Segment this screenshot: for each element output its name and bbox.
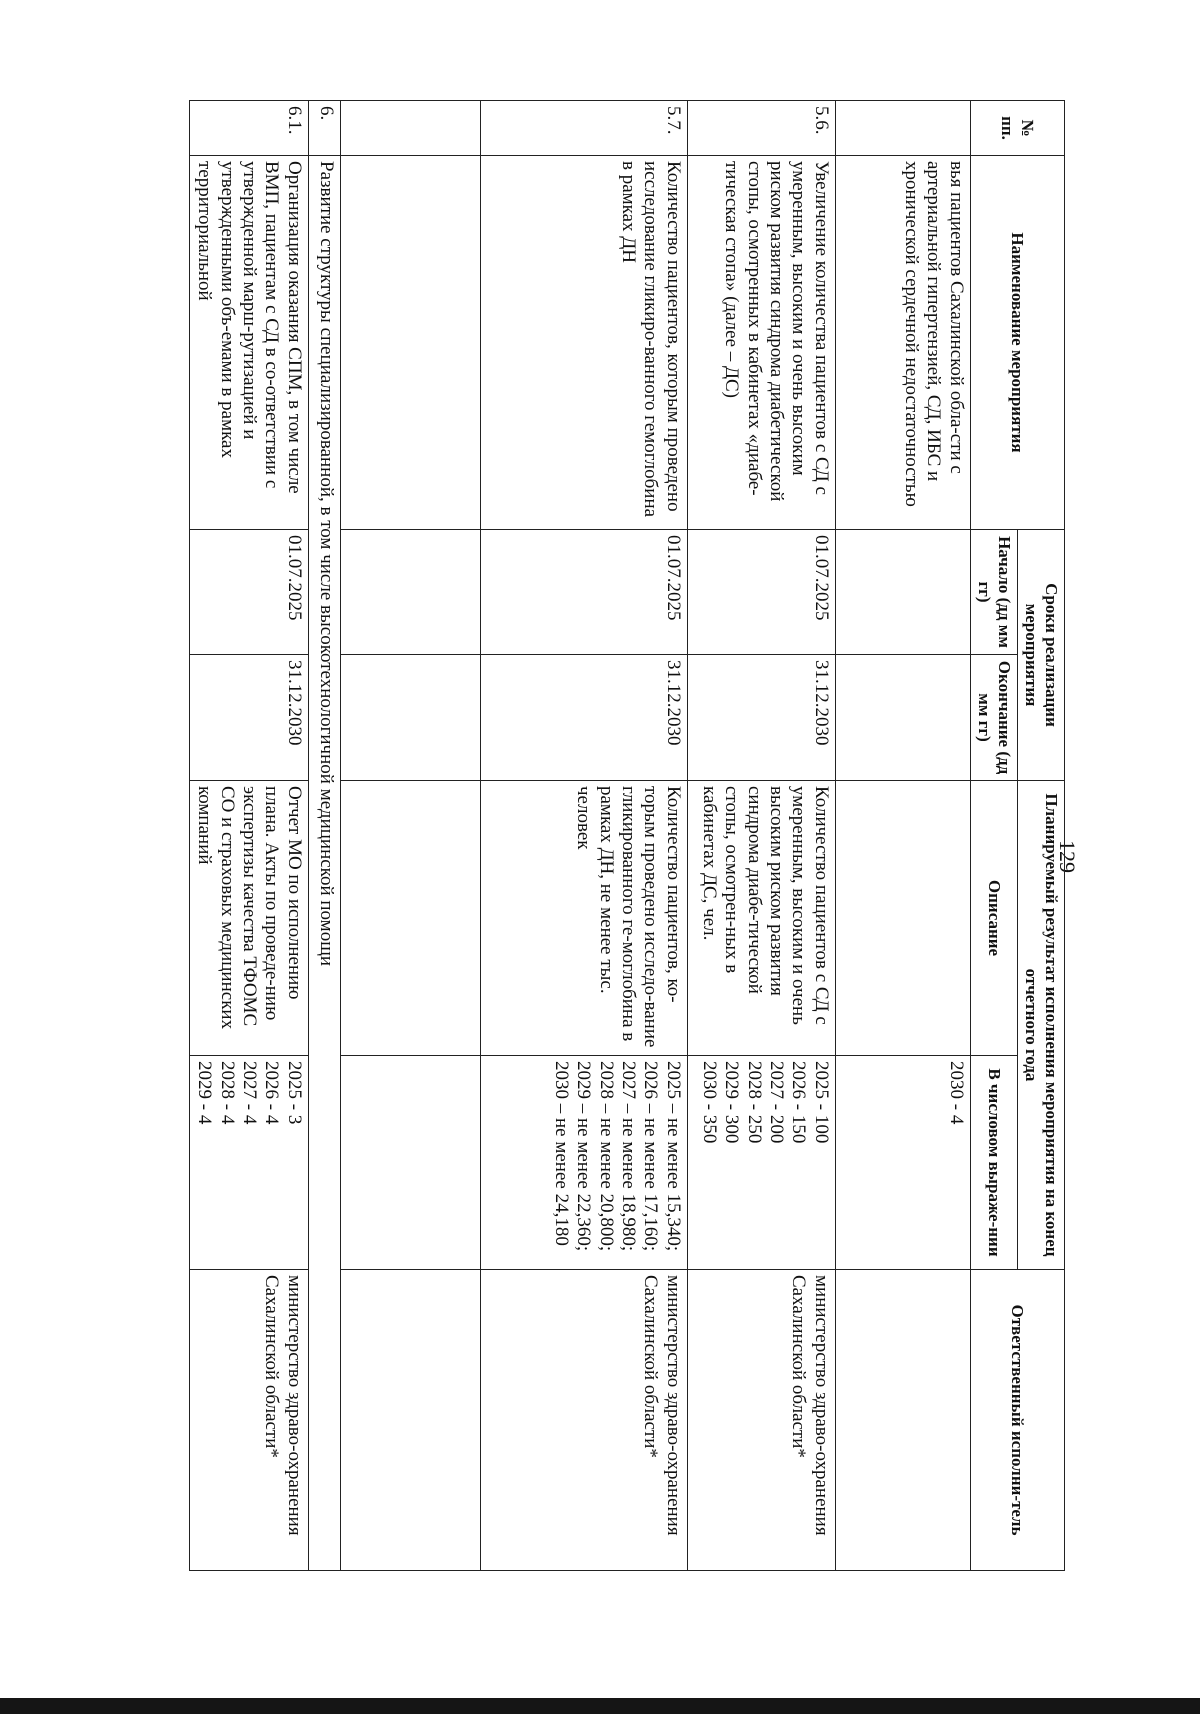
- row-responsible: [835, 1270, 970, 1571]
- row-numeric: 2030 - 4: [835, 1056, 970, 1270]
- row-description: [340, 781, 480, 1056]
- row-numeric: 2025 – не менее 15,340; 2026 – не менее 17,160; 2027 – не менее 18,980; 2028 – не менее 20,800; 2029 – не менее 22,360; 2030 – не менее 24,180: [480, 1056, 687, 1270]
- row-description: Отчет МО по исполнению плана. Акты по проведе-нию экспертизы качества ТФОМС СО и страховых медицинских компаний: [189, 781, 308, 1056]
- header-end: Окончание (дд мм гг): [970, 655, 1017, 781]
- section-title: Развитие структуры специализированной, в том числе высокотехнологичной медицинской помощи: [308, 156, 340, 1571]
- row-num: 6.1.: [189, 101, 308, 156]
- row-responsible: [340, 1270, 480, 1571]
- row-description: Количество пациентов, ко-торым проведено исследо-вание гликированного ге-моглобина в рамках ДН, не менее тыс. человек: [480, 781, 687, 1056]
- row-numeric: 2025 - 3 2026 - 4 2027 - 4 2028 - 4 2029 - 4: [189, 1056, 308, 1270]
- header-terms: Сроки реализации мероприятия: [1017, 530, 1064, 781]
- row-responsible: министерство здраво-охранения Сахалинской области*: [480, 1270, 687, 1571]
- row-end: [340, 655, 480, 781]
- header-row-1: [1017, 101, 1064, 1571]
- header-name: Наименование мероприятия: [970, 156, 1064, 530]
- header-description: Описание: [970, 781, 1017, 1056]
- table-row: [687, 101, 835, 1571]
- row-numeric: [340, 1056, 480, 1270]
- section-num: 6.: [308, 101, 340, 156]
- row-start: 01.07.2025: [480, 530, 687, 655]
- table-row: [340, 101, 480, 1571]
- row-description: [835, 781, 970, 1056]
- table-row: [480, 101, 687, 1571]
- row-end: 31.12.2030: [480, 655, 687, 781]
- row-num: [835, 101, 970, 156]
- section-row: [308, 101, 340, 1571]
- row-end: 31.12.2030: [687, 655, 835, 781]
- header-result: Планируемый результат исполнения мероприятия на конец отчетного года: [1017, 781, 1064, 1270]
- measures-table: [189, 100, 1065, 1571]
- row-name: Увеличение количества пациентов с СД с умеренным, высоким и очень высоким риском развития синдрома диабетической стопы, осмотренных в кабинетах «диабе-тическая стопа» (далее – ДС): [687, 156, 835, 530]
- row-name: Организация оказания СПМ, в том числе ВМП, пациентам с СД в со-ответствии с утвержденной марш-рутизацией и утвержденными объ-емами в рамках территориальной: [189, 156, 308, 530]
- row-num: 5.6.: [687, 101, 835, 156]
- header-start: Начало (дд мм гг): [970, 530, 1017, 655]
- header-responsible: Ответственный исполни-тель: [970, 1270, 1064, 1571]
- row-start: 01.07.2025: [687, 530, 835, 655]
- row-end: [835, 655, 970, 781]
- scan-edge-bar: [0, 1698, 1200, 1714]
- header-numeric: В числовом выраже-нии: [970, 1056, 1017, 1270]
- page-number: 129: [1055, 840, 1080, 873]
- row-name: Количество пациентов, которым проведено исследование гликиро-ванного гемоглобина в рамках ДН: [480, 156, 687, 530]
- header-num: № пп.: [970, 101, 1064, 156]
- row-end: 31.12.2030: [189, 655, 308, 781]
- row-start: 01.07.2025: [189, 530, 308, 655]
- row-num: 5.7.: [480, 101, 687, 156]
- table-row: [189, 101, 308, 1571]
- rotated-document: [75, 100, 1065, 1570]
- table-row: [835, 101, 970, 1571]
- row-num: [340, 101, 480, 156]
- row-name: вья пациентов Сахалинской обла-сти с артериальной гипертензией, СД, ИБС и хронической сердечной недостаточностью: [835, 156, 970, 530]
- row-responsible: министерство здраво-охранения Сахалинской области*: [687, 1270, 835, 1571]
- row-numeric: 2025 - 100 2026 - 150 2027 - 200 2028 - 250 2029 - 300 2030 - 350: [687, 1056, 835, 1270]
- row-responsible: министерство здраво-охранения Сахалинской области*: [189, 1270, 308, 1571]
- row-description: Количество пациентов с СД с умеренным, высоким и очень высоким риском развития синдрома диабе-тической стопы, осмотрен-ных в кабинетах ДС, чел.: [687, 781, 835, 1056]
- row-name: [340, 156, 480, 530]
- row-start: [835, 530, 970, 655]
- row-start: [340, 530, 480, 655]
